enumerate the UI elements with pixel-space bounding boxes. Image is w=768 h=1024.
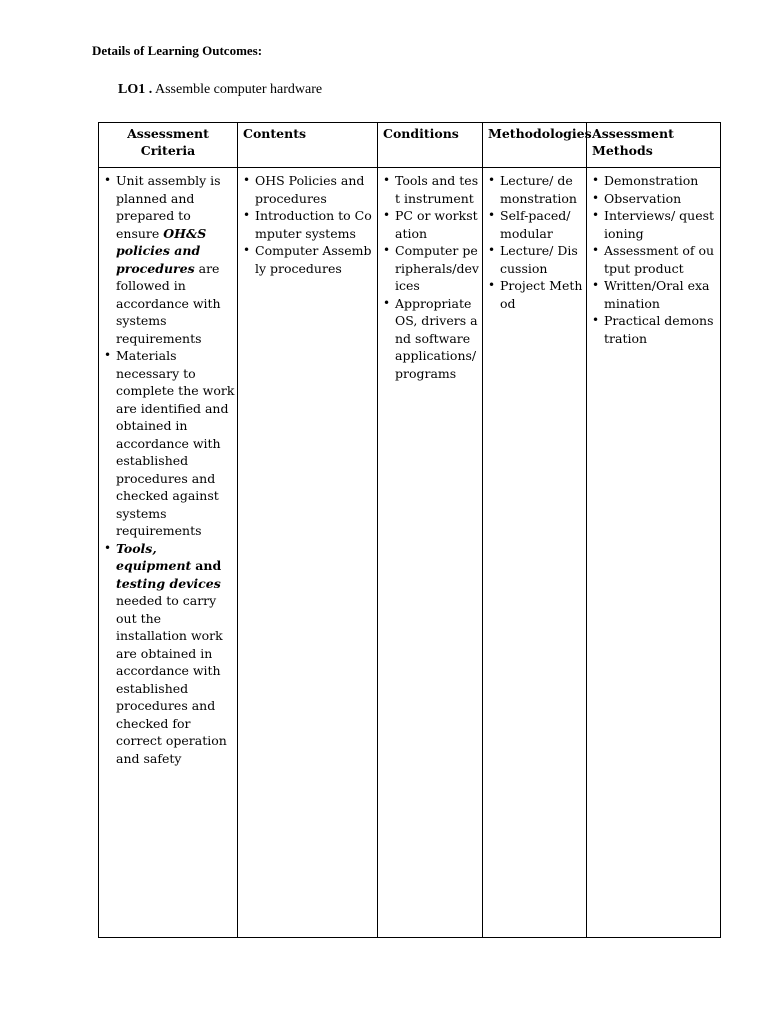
list-item-text: Project Method: [500, 278, 583, 311]
list-item-text: Lecture/ demonstration: [500, 173, 577, 206]
bullet-icon: •: [488, 278, 496, 292]
criterion-emphasis: Tools, equipment: [116, 540, 192, 573]
bullet-icon: •: [488, 173, 496, 187]
list-item: [483, 277, 584, 312]
criterion-text: Materials necessary to complete the work are identified and obtained in accordance with established procedures and checked against systems requirements: [116, 348, 235, 538]
criterion-text: and: [195, 558, 222, 573]
list-item-text: Appropriate OS, drivers and software applications/programs: [395, 295, 478, 381]
list-item: [238, 207, 375, 242]
bullet-icon: •: [243, 208, 251, 222]
list-item: [587, 190, 718, 208]
bullet-icon: •: [104, 348, 112, 362]
list-item-text: Demonstration: [604, 173, 699, 188]
list-item: [483, 207, 584, 242]
contents-list: [238, 172, 375, 277]
bullet-icon: •: [488, 243, 496, 257]
conditions-cell: [378, 168, 483, 938]
header-assessment-methods: Assessment Methods: [587, 123, 721, 168]
list-item: [238, 242, 375, 277]
list-item-text: Computer Assembly procedures: [255, 243, 372, 276]
assessment-methods-list: [587, 172, 718, 347]
conditions-list: [378, 172, 480, 382]
list-item-text: Introduction to Computer systems: [255, 208, 372, 241]
list-item-text: Computer peripherals/devices: [395, 243, 479, 293]
methodologies-list: [483, 172, 584, 312]
bullet-icon: •: [383, 295, 391, 310]
lo-code: LO1 .: [118, 82, 153, 97]
criterion-text: Unit assembly is planned and prepared to ensure: [116, 173, 221, 241]
list-item: [378, 172, 480, 207]
list-item: [483, 242, 584, 277]
list-item: [99, 347, 235, 540]
list-item-text: Interviews/ questioning: [604, 208, 715, 241]
criterion-text: are followed in accordance with systems requirements: [116, 260, 221, 346]
list-item-text: Observation: [604, 190, 682, 206]
list-item: [378, 207, 480, 242]
list-item: [587, 172, 718, 190]
list-item-text: PC or workstation: [395, 208, 478, 241]
list-item-text: Practical demonstration: [604, 313, 714, 346]
bullet-icon: •: [592, 313, 600, 327]
table-row: [99, 168, 721, 938]
bullet-icon: •: [104, 173, 112, 187]
list-item: [587, 207, 718, 242]
list-item: [483, 172, 584, 207]
bullet-icon: •: [592, 278, 600, 292]
bullet-icon: •: [243, 243, 251, 257]
list-item: [238, 172, 375, 207]
bullet-icon: •: [383, 243, 391, 257]
header-methodologies: Methodologies: [483, 123, 587, 168]
criteria-list: [99, 172, 235, 767]
assessment-criteria-cell: [99, 168, 238, 938]
header-assessment-criteria: Assessment Criteria: [99, 123, 238, 168]
bullet-icon: •: [383, 208, 391, 222]
list-item: [587, 242, 718, 277]
bullet-icon: •: [383, 173, 391, 187]
section-heading: Details of Learning Outcomes:: [92, 43, 263, 58]
bullet-icon: •: [592, 190, 600, 205]
list-item: [378, 242, 480, 295]
list-item: [587, 277, 718, 312]
assessment-methods-cell: [587, 168, 721, 938]
bullet-icon: •: [592, 243, 600, 257]
list-item-text: Self-paced/ modular: [500, 208, 571, 241]
list-item: [378, 295, 480, 383]
criterion-text: needed to carry out the installation work are obtained in accordance with established procedures and checked for correct operation and safety: [116, 593, 227, 766]
criterion-emphasis: testing devices: [116, 575, 221, 591]
list-item: [99, 540, 235, 768]
learning-outcome-title: [118, 82, 322, 98]
contents-cell: [238, 168, 378, 938]
lo-title: Assemble computer hardware: [154, 82, 323, 97]
list-item-text: Assessment of output product: [604, 243, 715, 276]
table-header-row: [99, 123, 721, 168]
methodologies-cell: [483, 168, 587, 938]
bullet-icon: •: [243, 173, 251, 187]
header-contents: Contents: [238, 123, 378, 168]
learning-outcomes-table: [98, 122, 721, 938]
bullet-icon: •: [592, 173, 600, 187]
list-item-text: Lecture/ Discussion: [500, 243, 578, 276]
list-item-text: OHS Policies and procedures: [255, 173, 365, 206]
header-conditions: Conditions: [378, 123, 483, 168]
criterion-emphasis: OH&S policies and procedures: [116, 225, 207, 276]
bullet-icon: •: [488, 208, 496, 222]
list-item: [99, 172, 235, 347]
list-item-text: Tools and test instrument: [395, 173, 479, 206]
bullet-icon: •: [104, 540, 112, 555]
list-item: [587, 312, 718, 347]
bullet-icon: •: [592, 208, 600, 222]
list-item-text: Written/Oral examination: [604, 278, 710, 311]
